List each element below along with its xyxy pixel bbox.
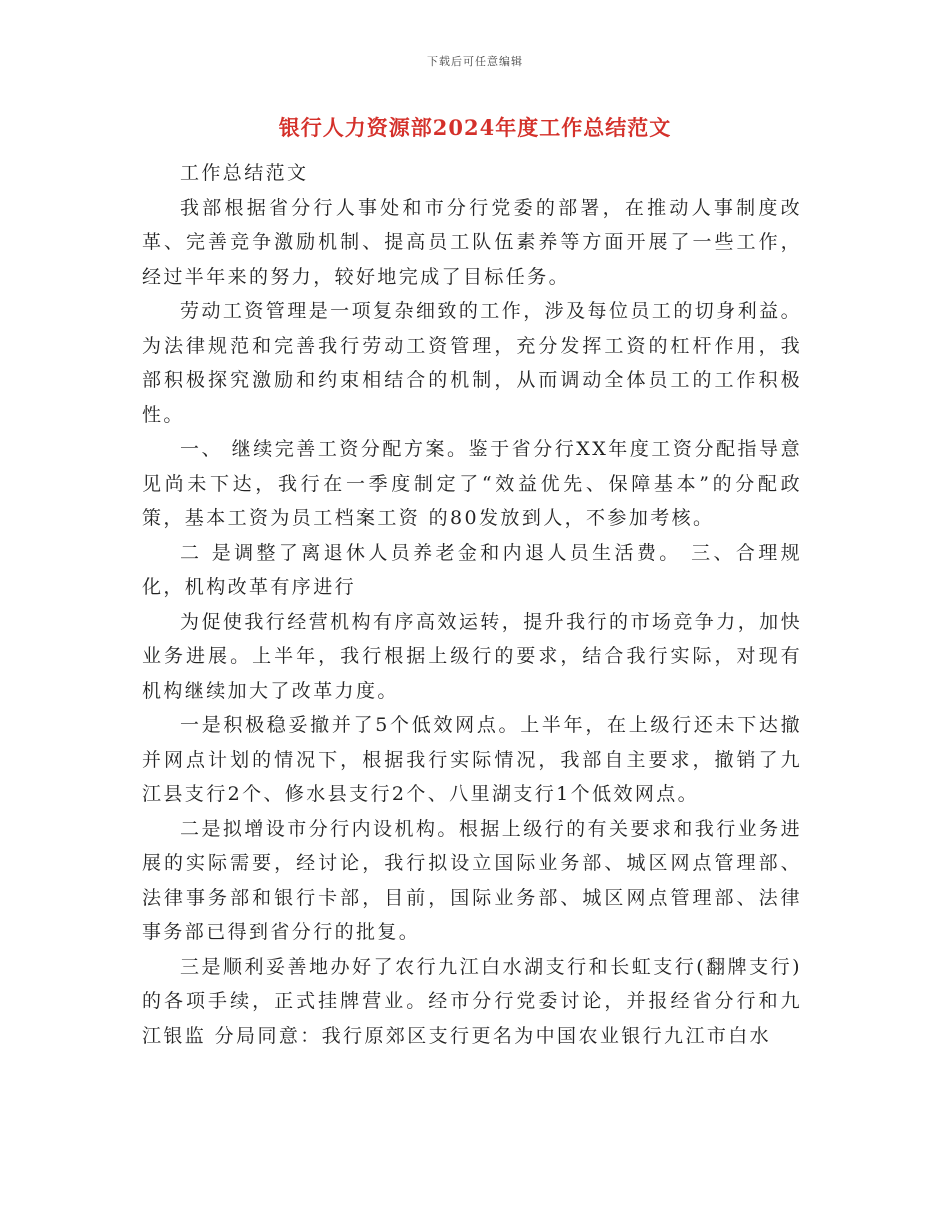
paragraph: 一、 继续完善工资分配方案。鉴于省分行XX年度工资分配指导意见尚未下达，我行在一季度制定了“效益优先、保障基本”的分配政策，基本工资为员工档案工资 的80发放到人，不参加考核。 <box>142 438 802 529</box>
paragraph: 劳动工资管理是一项复杂细致的工作，涉及每位员工的切身利益。为法律规范和完善我行劳动工资管理，充分发挥工资的杠杆作用，我部积极探究激励和约束相结合的机制，从而调动全体员工的工作积极性。 <box>142 300 802 426</box>
paragraph: 为促使我行经营机构有序高效运转，提升我行的市场竞争力，加快业务进展。上半年，我行根据上级行的要求，结合我行实际，对现有机构继续加大了改革力度。 <box>142 610 802 702</box>
paragraph: 二是拟增设市分行内设机构。根据上级行的有关要求和我行业务进展的实际需要，经讨论，我行拟设立国际业务部、城区网点管理部、法律事务部和银行卡部，目前，国际业务部、城区网点管理部、法律事务部已得到省分行的批复。 <box>142 817 802 943</box>
paragraph: 工作总结范文 <box>180 162 309 184</box>
document-body <box>142 156 802 1053</box>
paragraph: 一是积极稳妥撤并了5个低效网点。上半年，在上级行还未下达撤并网点计划的情况下，根据我行实际情况，我部自主要求，撤销了九江县支行2个、修水县支行2个、八里湖支行1个低效网点。 <box>142 714 802 805</box>
document-title: 银行人力资源部2024年度工作总结范文 <box>278 115 672 140</box>
header-note: 下载后可任意编辑 <box>427 55 523 68</box>
paragraph: 二 是调整了离退休人员养老金和内退人员生活费。 三、合理规化，机构改革有序进行 <box>142 541 802 598</box>
paragraph: 三是顺利妥善地办好了农行九江白水湖支行和长虹支行(翻牌支行)的各项手续，正式挂牌营业。经市分行党委讨论，并报经省分行和九江银监 分局同意：我行原郊区支行更名为中国农业银行九江市白水 <box>142 955 802 1047</box>
paragraph: 我部根据省分行人事处和市分行党委的部署，在推动人事制度改革、完善竞争激励机制、提高员工队伍素养等方面开展了一些工作，经过半年来的努力，较好地完成了目标任务。 <box>142 196 802 288</box>
